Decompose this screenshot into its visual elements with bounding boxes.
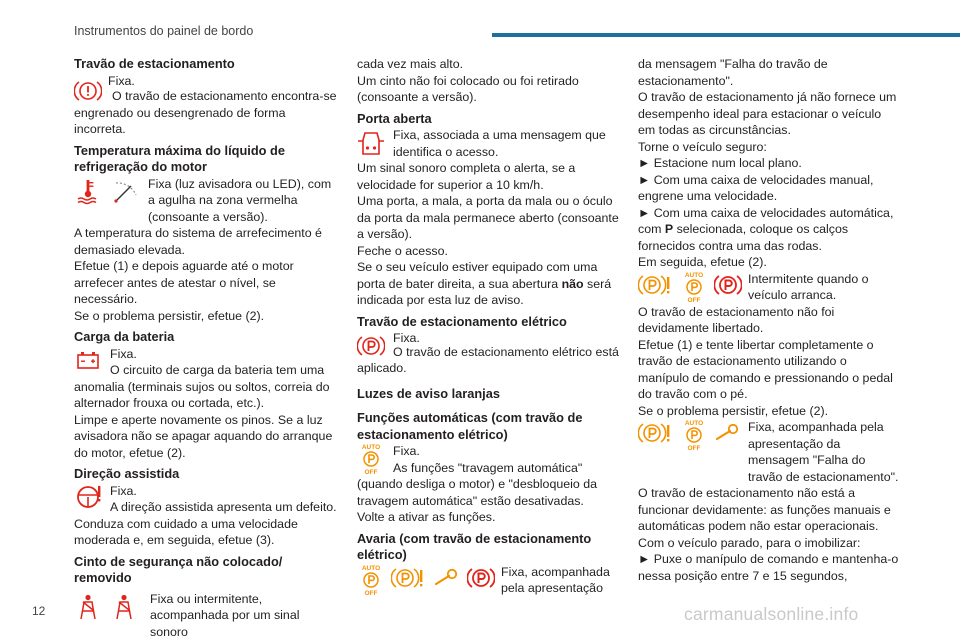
epb-warning-orange-icon xyxy=(638,419,674,447)
coolant-temp-desc: A temperatura do sistema de arrefecimento é demasiado elevada. xyxy=(74,226,322,257)
fault-desc: O travão de estacionamento já não fornece um desempenho ideal para estacionar o veículo em todas as circunstâncias. xyxy=(638,90,897,137)
svg-text:AUTO: AUTO xyxy=(361,564,381,572)
coolant-temp-action: Efetue (1) e depois aguarde até o motor arrefecer antes de atestar o nível, se necessário. xyxy=(74,259,294,306)
fault-epb-state: Fixa, acompanhada pela apresentação xyxy=(501,564,610,595)
wrench-icon xyxy=(714,419,742,447)
heading-electric-parking-brake: Travão de estacionamento elétrico xyxy=(357,313,567,329)
epb-warning-orange-icon xyxy=(391,564,427,592)
svg-text:AUTO: AUTO xyxy=(361,444,381,451)
step-level-ground: ► Estacione num local plano. xyxy=(638,156,802,170)
battery-desc: O circuito de carga da bateria tem uma anomalia (terminais sujos ou soltos, correia do alternador frouxa ou cortada, etc.). xyxy=(74,363,330,410)
heading-parking-brake: Travão de estacionamento xyxy=(74,56,235,71)
release-action: Efetue (1) e tente libertar completamente o travão de estacionamento utilizando o manípulo de comando e pressionando o pedal do travão com o pé. xyxy=(638,337,893,401)
then-action: Em seguida, efetue (2). xyxy=(638,255,767,269)
svg-text:OFF: OFF xyxy=(687,296,701,303)
heading-automatic-functions: Funções automáticas (com travão de estacionamento elétrico) xyxy=(357,410,583,442)
epb-desc: O travão de estacionamento elétrico está aplicado. xyxy=(357,344,619,375)
door-entry xyxy=(357,127,621,160)
steering-desc: A direção assistida apresenta um defeito. Conduza com cuidado a uma velocidade moderada e, em seguida, efetue (3). xyxy=(74,500,337,547)
header-accent-bar xyxy=(492,33,960,37)
auto-off-icon xyxy=(357,564,385,596)
wrench-icon xyxy=(433,564,461,592)
secure-vehicle: Torne o veículo seguro: xyxy=(638,139,767,154)
epb-warning-orange-icon xyxy=(638,271,674,299)
column-3 xyxy=(638,56,900,584)
coolant-temperature-icon xyxy=(74,176,102,206)
page-number: 12 xyxy=(32,604,46,618)
heading-orange-warning-lights: Luzes de aviso laranjas xyxy=(357,385,500,401)
gauge-needle-icon xyxy=(110,176,138,206)
door-state: Fixa, associada a uma mensagem que identifica o acesso. xyxy=(393,128,606,159)
door-desc-2: Uma porta, a mala, a porta da mala ou o óculo da porta da mala permanece aberto (consoante a versão). xyxy=(357,194,619,241)
auto-functions-desc: As funções "travagem automática" (quando desliga o motor) e "desbloqueio da travagem automática" estão desativadas. xyxy=(357,460,597,508)
column-1 xyxy=(74,56,340,640)
heading-power-steering: Direção assistida xyxy=(74,466,180,481)
svg-text:OFF: OFF xyxy=(364,469,378,475)
flashing-state: Intermitente quando o veículo arranca. xyxy=(748,271,869,302)
seatbelt-entry xyxy=(74,591,340,640)
door-note: Se o seu veículo estiver equipado com uma porta de bater direita, a sua abertura não será indicada por esta luz de aviso. xyxy=(357,260,612,307)
battery-icon xyxy=(74,346,102,374)
step-manual-gear: ► Com uma caixa de velocidades manual, engrene uma velocidade. xyxy=(638,172,874,203)
immobilise: Com o veículo parado, para o imobilizar: xyxy=(638,535,861,550)
door-desc-1: Um sinal sonoro completa o alerta, se a velocidade for superior a 10 km/h. xyxy=(357,161,576,192)
battery-state: Fixa. xyxy=(110,346,137,361)
svg-text:OFF: OFF xyxy=(364,589,378,596)
not-released: O travão de estacionamento não foi devidamente libertado. xyxy=(638,304,835,335)
parking-brake-desc: O travão de estacionamento encontra-se engrenado ou desengrenado de forma incorreta. xyxy=(74,89,337,136)
door-open-icon xyxy=(357,129,385,157)
fixed-fault-entry xyxy=(638,419,900,485)
step-auto-gear: ► Com uma caixa de velocidades automática, com P selecionada, coloque os calços fornecidos contra uma das rodas. xyxy=(638,205,894,253)
battery-action: Limpe e aperte novamente os pinos. Se a luz avisadora não se apagar aquando do arranque do motor, efetue (2). xyxy=(74,412,333,460)
watermark: carmanualsonline.info xyxy=(684,604,859,624)
auto-off-icon xyxy=(680,419,708,451)
svg-text:OFF: OFF xyxy=(687,445,701,451)
heading-coolant-temp: Temperatura máxima do líquido de refrigeração do motor xyxy=(74,142,285,174)
persist-action: Se o problema persistir, efetue (2). xyxy=(638,403,829,418)
section-title: Instrumentos do painel de bordo xyxy=(74,24,254,38)
auto-functions-action: Volte a ativar as funções. xyxy=(357,510,496,524)
steering-state: Fixa. xyxy=(110,483,137,498)
page-header xyxy=(0,0,960,40)
epb-state: Fixa. xyxy=(393,331,420,345)
seatbelt-cont: cada vez mais alto. xyxy=(357,57,464,71)
coolant-temp-state: Fixa (luz avisadora ou LED), com a agulha na zona vermelha (consoante a versão). xyxy=(148,176,332,224)
coolant-temp-persist: Se o problema persistir, efetue (2). xyxy=(74,308,265,323)
heading-fault-epb: Avaria (com travão de estacionamento elétrico) xyxy=(357,530,592,562)
seatbelt-icon xyxy=(74,593,102,621)
door-action: Feche o acesso. xyxy=(357,243,448,258)
auto-off-icon xyxy=(357,443,385,475)
electric-parking-brake-icon xyxy=(467,564,495,592)
fault-message-cont: da mensagem "Falha do travão de estacionamento". xyxy=(638,57,828,88)
heading-battery: Carga da bateria xyxy=(74,329,175,344)
electric-parking-brake-icon xyxy=(714,271,742,299)
fault-epb-entry xyxy=(357,564,621,597)
pull-control: ► Puxe o manípulo de comando e mantenha-o nessa posição entre 7 e 15 segundos, xyxy=(638,552,899,583)
flashing-entry xyxy=(638,271,900,304)
seatbelt-desc: Um cinto não foi colocado ou foi retirado (consoante a versão). xyxy=(357,73,579,104)
parking-brake-state: Fixa. xyxy=(108,73,135,88)
electric-parking-brake-icon xyxy=(357,332,385,360)
seatbelt-state: Fixa ou intermitente, acompanhada por um sinal sonoro xyxy=(150,591,300,639)
seatbelt-rear-icon xyxy=(110,593,138,621)
parking-brake-warning-icon xyxy=(74,77,102,105)
fixed-fault-state: Fixa, acompanhada pela apresentação da mensagem "Falha do travão de estacionamento". xyxy=(748,420,899,484)
svg-text:AUTO: AUTO xyxy=(684,271,704,279)
svg-text:AUTO: AUTO xyxy=(684,420,704,427)
power-steering-icon xyxy=(74,483,102,511)
not-working: O travão de estacionamento não está a funcionar devidamente: as funções manuais e automáticas podem não estar operacionais. xyxy=(638,486,891,533)
auto-functions-state: Fixa. xyxy=(393,444,420,458)
heading-door-open: Porta aberta xyxy=(357,110,432,126)
column-2 xyxy=(357,56,621,597)
auto-off-icon xyxy=(680,271,708,303)
heading-seatbelt: Cinto de segurança não colocado/ removido xyxy=(74,553,283,585)
